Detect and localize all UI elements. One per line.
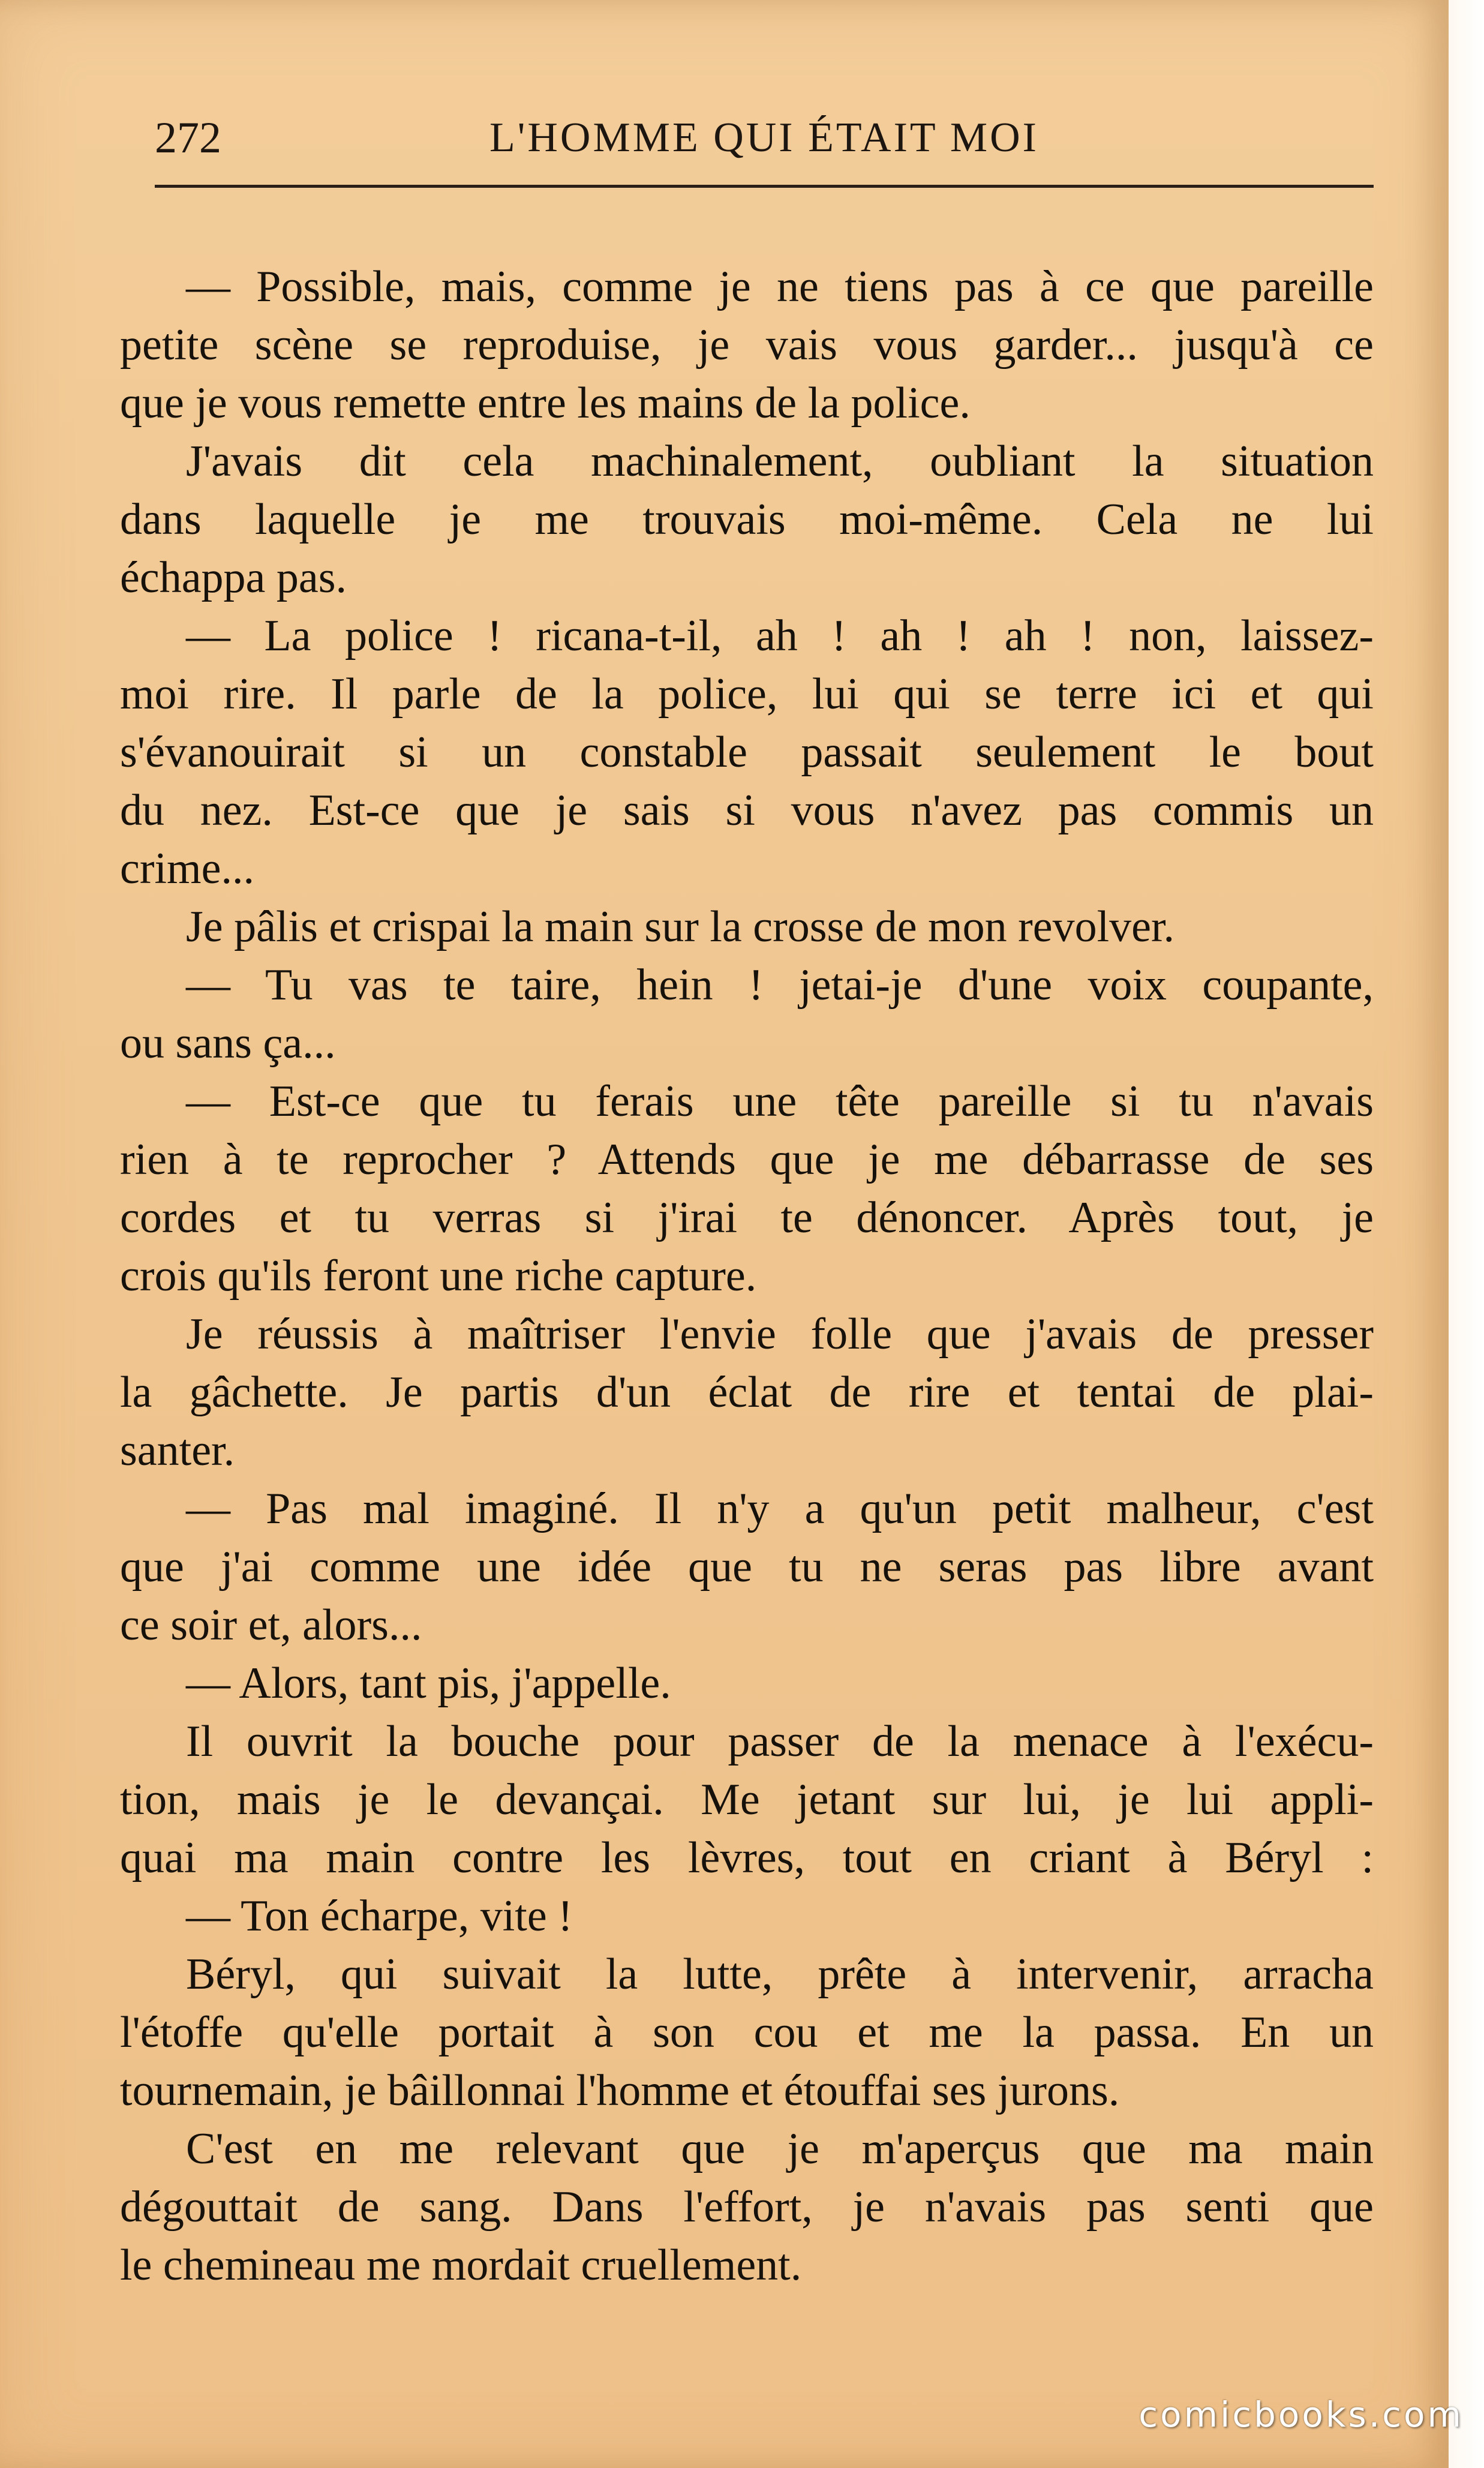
text-line: du nez. Est-ce que je sais si vous n'avez pas commis un <box>120 786 1374 835</box>
watermark: comicbooks.com <box>1138 2394 1464 2435</box>
scan-margin-strip <box>1449 0 1484 2468</box>
text-line: tournemain, je bâillonnai l'homme et étouffai ses jurons. <box>120 2066 1120 2115</box>
page-header <box>155 102 1374 174</box>
text-line: Béryl, qui suivait la lutte, prête à intervenir, arracha <box>186 1950 1374 1999</box>
text-line: — Est-ce que tu ferais une tête pareille si tu n'avais <box>186 1077 1374 1126</box>
text-line: tion, mais je le devançai. Me jetant sur lui, je lui appli- <box>120 1775 1374 1824</box>
text-line: l'étoffe qu'elle portait à son cou et me la passa. En un <box>120 2008 1374 2057</box>
text-line: la gâchette. Je partis d'un éclat de rire et tentai de plai- <box>120 1368 1374 1417</box>
text-line: — Tu vas te taire, hein ! jetai-je d'une voix coupante, <box>186 960 1374 1010</box>
text-line: Il ouvrit la bouche pour passer de la menace à l'exécu- <box>186 1717 1374 1766</box>
text-line: que j'ai comme une idée que tu ne seras pas libre avant <box>120 1542 1374 1592</box>
page-number: 272 <box>155 113 221 163</box>
text-line: s'évanouirait si un constable passait seulement le bout <box>120 728 1374 777</box>
text-line: petite scène se reproduise, je vais vous garder... jusqu'à ce <box>120 320 1374 370</box>
text-line: quai ma main contre les lèvres, tout en criant à Béryl : <box>120 1833 1374 1882</box>
text-line: le chemineau me mordait cruellement. <box>120 2241 802 2290</box>
text-line: dans laquelle je me trouvais moi-même. Cela ne lui <box>120 495 1374 544</box>
text-line: — Possible, mais, comme je ne tiens pas à ce que pareille <box>186 262 1374 311</box>
text-line: que je vous remette entre les mains de la police. <box>120 379 971 428</box>
body-text <box>120 258 1374 2346</box>
text-line: moi rire. Il parle de la police, lui qui se terre ici et qui <box>120 669 1374 719</box>
text-line: crois qu'ils feront une riche capture. <box>120 1251 757 1301</box>
text-line: dégouttait de sang. Dans l'effort, je n'avais pas senti que <box>120 2182 1374 2232</box>
text-line: santer. <box>120 1426 235 1475</box>
text-line: crime... <box>120 844 254 893</box>
text-line: cordes et tu verras si j'irai te dénoncer. Après tout, je <box>120 1193 1374 1242</box>
text-line: — Alors, tant pis, j'appelle. <box>186 1659 671 1708</box>
text-line: — Pas mal imaginé. Il n'y a qu'un petit malheur, c'est <box>186 1484 1374 1533</box>
text-line: rien à te reprocher ? Attends que je me débarrasse de ses <box>120 1135 1374 1184</box>
text-line: ce soir et, alors... <box>120 1601 422 1650</box>
text-line: échappa pas. <box>120 553 347 602</box>
text-line: Je pâlis et crispai la main sur la crosse de mon revolver. <box>186 902 1175 951</box>
text-line: C'est en me relevant que je m'aperçus que ma main <box>186 2124 1374 2173</box>
running-title: L'HOMME QUI ÉTAIT MOI <box>489 115 1039 161</box>
text-line: — La police ! ricana-t-il, ah ! ah ! ah ! non, laissez- <box>186 611 1374 660</box>
text-line: J'avais dit cela machinalement, oubliant la situation <box>186 437 1374 486</box>
header-rule <box>155 185 1374 188</box>
text-line: ou sans ça... <box>120 1019 336 1068</box>
text-line: Je réussis à maîtriser l'envie folle que j'avais de presser <box>186 1310 1374 1359</box>
text-line: — Ton écharpe, vite ! <box>186 1891 573 1941</box>
